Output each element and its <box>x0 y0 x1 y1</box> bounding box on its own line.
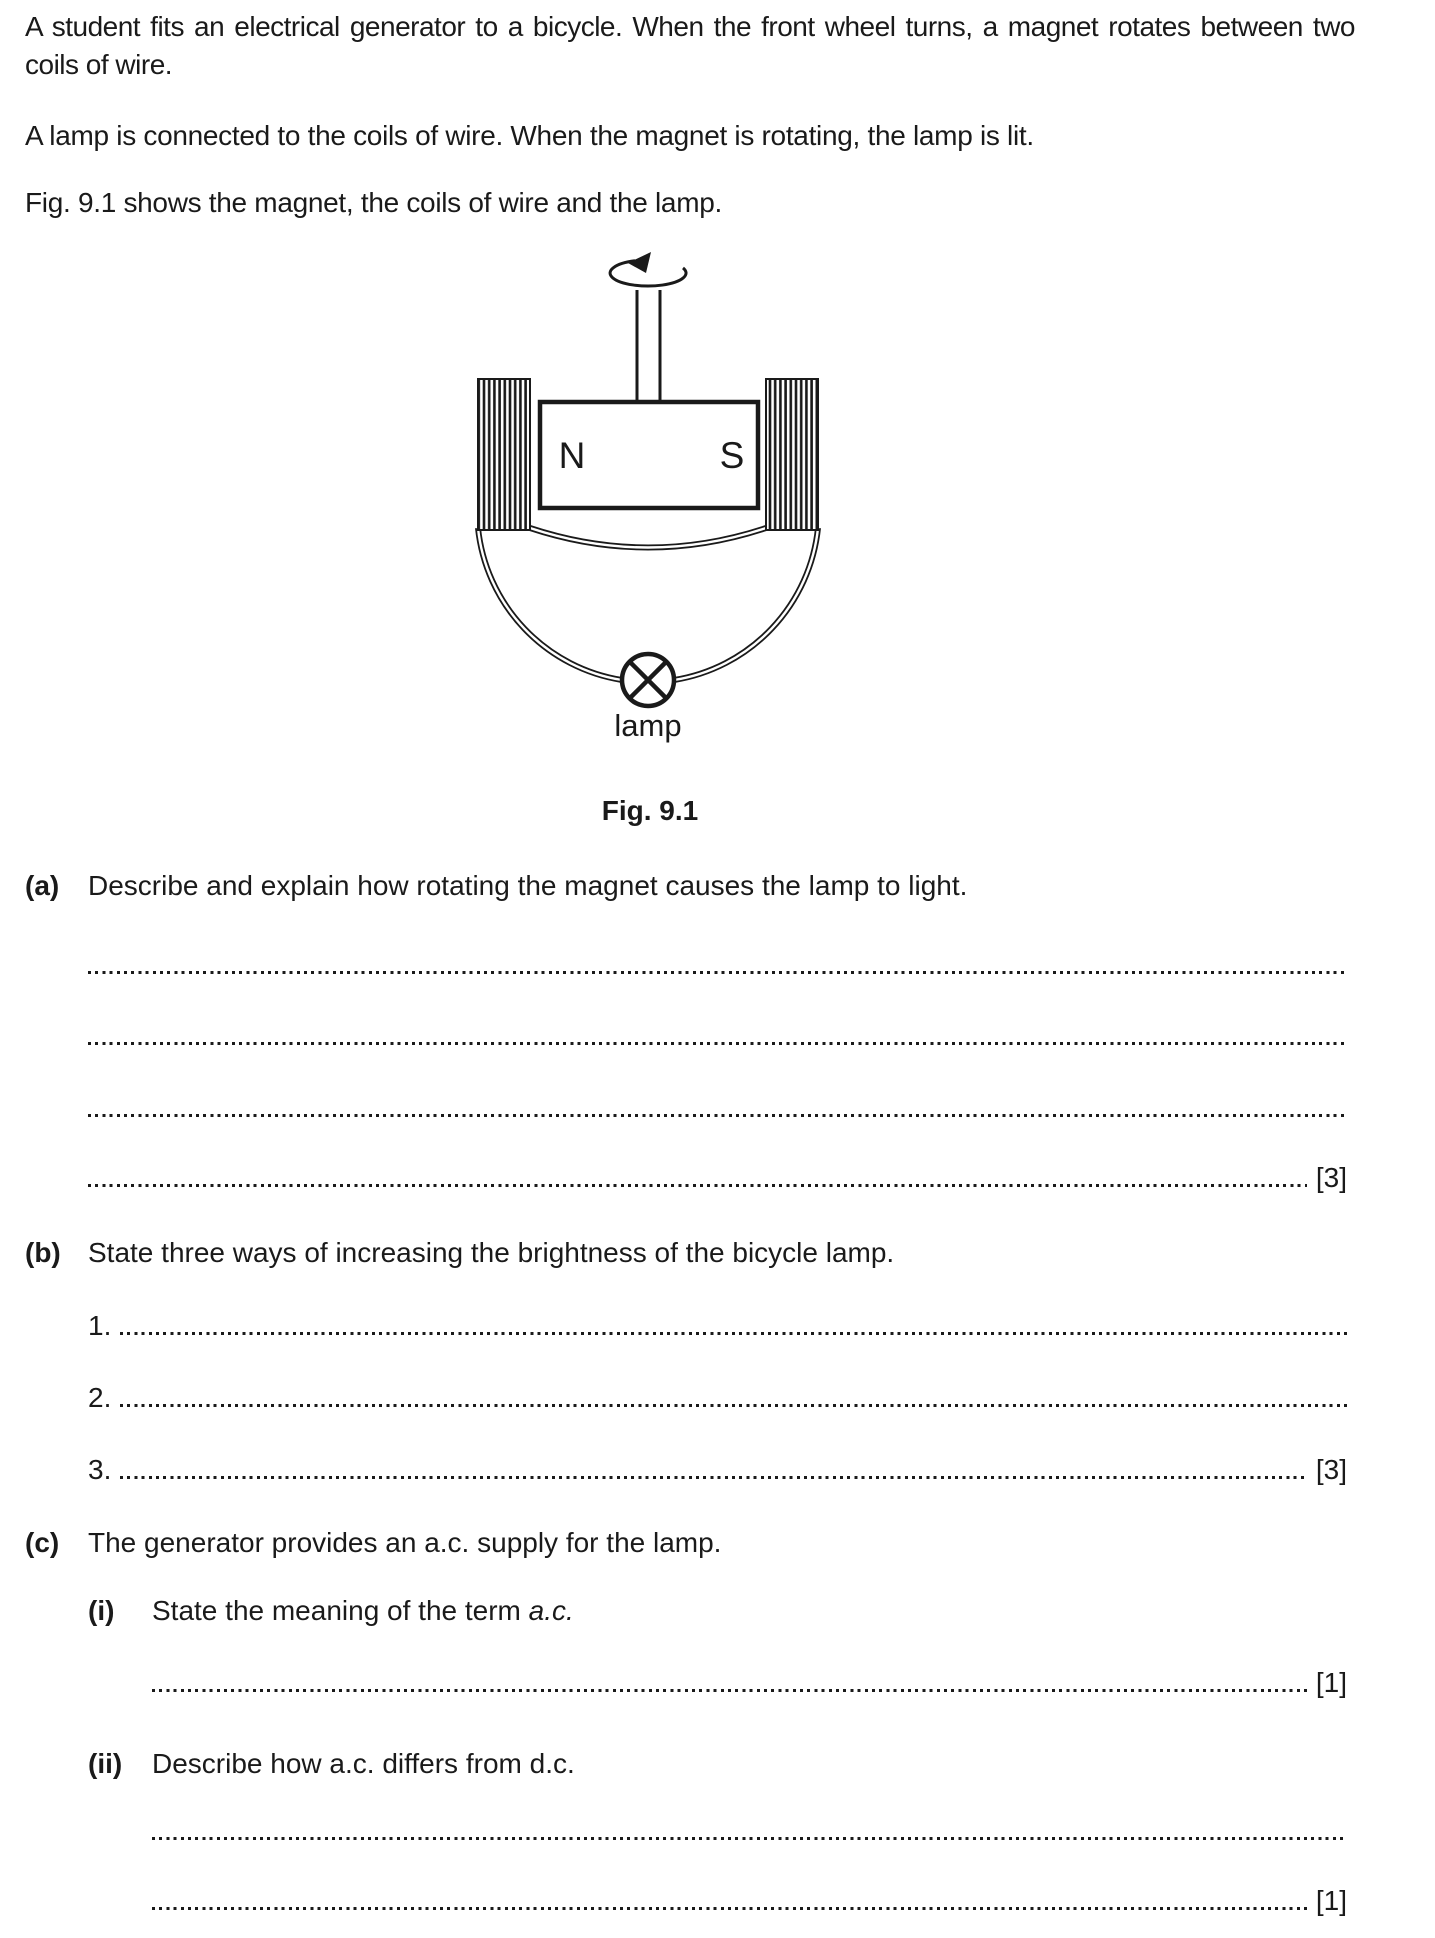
dotted-answer-line <box>120 1476 1307 1479</box>
dotted-answer-line <box>152 1837 1347 1840</box>
answer-line <box>88 1380 1347 1414</box>
lamp-symbol <box>622 654 674 706</box>
wire-between-coils <box>530 528 766 548</box>
item-number: 2. <box>88 1382 112 1413</box>
answer-line <box>152 1665 1347 1699</box>
question-c-text: The generator provides an a.c. supply for the lamp. <box>88 1527 722 1558</box>
question-a <box>25 870 1415 902</box>
question-c-i <box>88 1595 1415 1627</box>
answer-line <box>152 1813 1347 1847</box>
question-c-ii-text: Describe how a.c. differs from d.c. <box>152 1748 575 1779</box>
wire-left-to-lamp <box>478 528 622 680</box>
question-c-i-text-plain: State the meaning of the term <box>152 1595 529 1626</box>
question-c-ii-label: (ii) <box>88 1748 123 1779</box>
marks-badge: [3] <box>1315 1162 1347 1193</box>
coil-left <box>478 379 530 530</box>
question-b <box>25 1237 1415 1269</box>
marks-badge: [1] <box>1315 1667 1347 1698</box>
intro-paragraph-3: Fig. 9.1 shows the magnet, the coils of wire and the lamp. <box>25 187 722 218</box>
dotted-answer-line <box>88 1042 1347 1045</box>
marks-badge: [1] <box>1315 1885 1347 1916</box>
magnet-north-label: N <box>558 435 586 476</box>
dotted-answer-line <box>88 971 1347 974</box>
answer-line <box>88 1090 1347 1124</box>
answer-line <box>152 1883 1347 1917</box>
question-c-label: (c) <box>25 1527 60 1558</box>
dotted-answer-line <box>152 1907 1307 1910</box>
intro-paragraph-1: A student fits an electrical generator to a bicycle. When the front wheel turns, a magnet rotates between two coils of wire. <box>25 11 1355 80</box>
generator-diagram <box>440 245 860 745</box>
answer-line <box>88 1018 1347 1052</box>
rotating-shaft <box>637 290 660 405</box>
question-c-ii <box>88 1748 1415 1780</box>
question-b-label: (b) <box>25 1237 61 1268</box>
rotation-arrow-icon <box>610 252 686 286</box>
dotted-answer-line <box>88 1184 1307 1187</box>
item-number: 1. <box>88 1310 112 1341</box>
marks-badge: [3] <box>1315 1454 1347 1485</box>
dotted-answer-line <box>120 1404 1347 1407</box>
answer-line <box>88 1452 1347 1486</box>
dotted-answer-line <box>152 1689 1307 1692</box>
question-c-i-term: a.c. <box>528 1595 574 1626</box>
lamp-label: lamp <box>614 708 682 743</box>
answer-line <box>88 1308 1347 1342</box>
dotted-answer-line <box>88 1114 1347 1117</box>
intro-paragraph-2: A lamp is connected to the coils of wire. When the magnet is rotating, the lamp is lit. <box>25 120 1034 151</box>
dotted-answer-line <box>120 1332 1347 1335</box>
question-c-i-label: (i) <box>88 1595 115 1626</box>
magnet-south-label: S <box>719 435 745 476</box>
answer-line <box>88 1160 1347 1194</box>
answer-line <box>88 947 1347 981</box>
item-number: 3. <box>88 1454 112 1485</box>
question-b-text: State three ways of increasing the brightness of the bicycle lamp. <box>88 1237 895 1268</box>
magnet <box>540 402 758 508</box>
coil-right <box>766 379 818 530</box>
figure-caption: Fig. 9.1 <box>601 795 699 826</box>
wire-right-to-lamp <box>674 528 818 680</box>
question-a-text: Describe and explain how rotating the magnet causes the lamp to light. <box>88 870 968 901</box>
question-a-label: (a) <box>25 870 60 901</box>
question-c-i-text <box>152 1595 574 1627</box>
question-c <box>25 1527 1415 1559</box>
